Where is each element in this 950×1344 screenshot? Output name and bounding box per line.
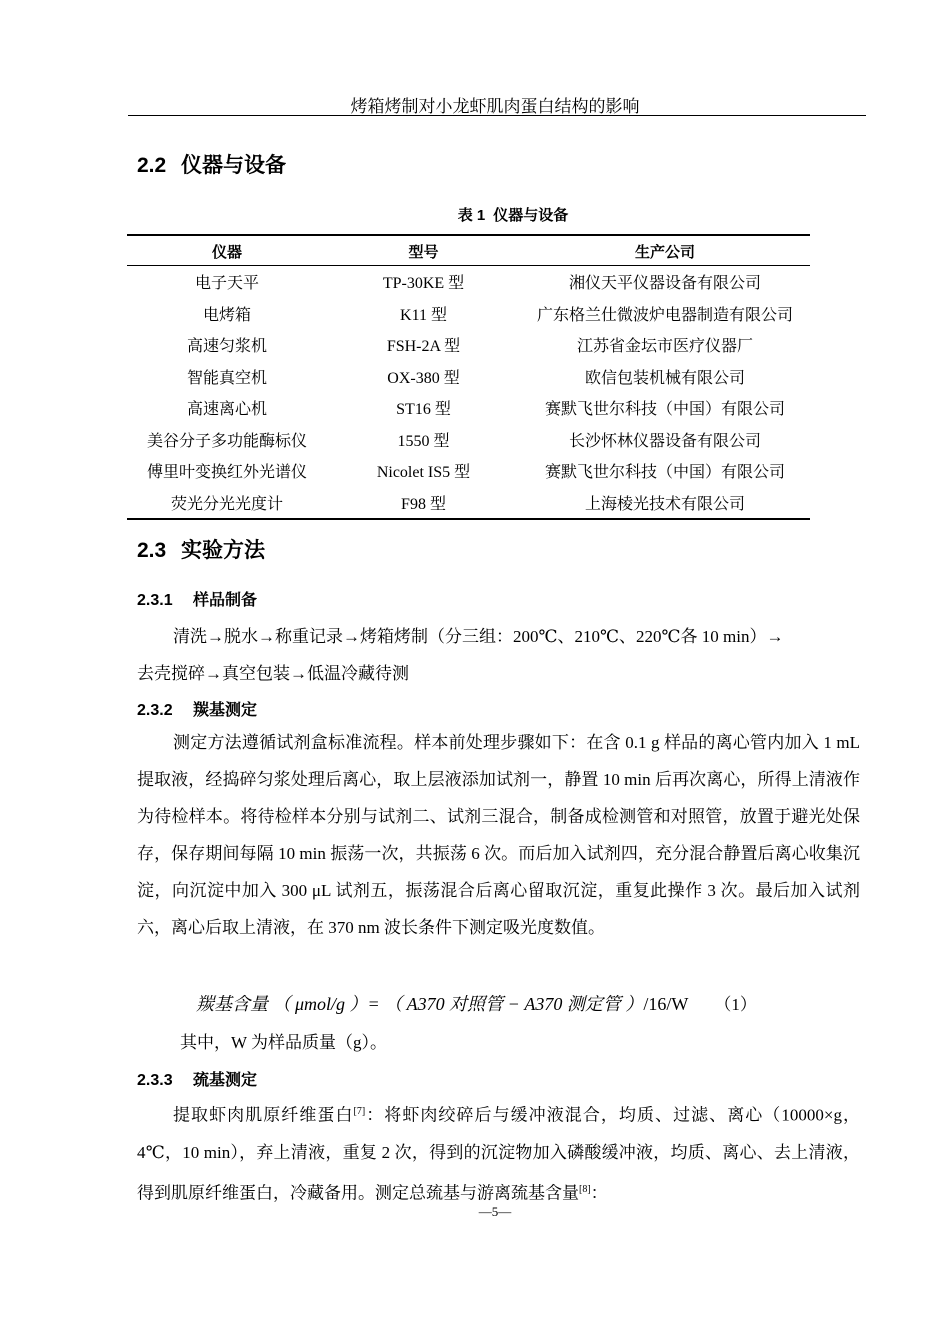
section-2-3-2-heading (137, 697, 257, 720)
section-2-2-heading (137, 149, 286, 179)
table-cell: 广东格兰仕微波炉电器制造有限公司 (536, 306, 793, 324)
citation: [7] (353, 1106, 366, 1117)
table-label: 表 1 (457, 207, 486, 224)
paragraph-text: ： (590, 1183, 608, 1203)
section-number: 2.3.1 (137, 592, 173, 609)
formula-number: （1） (714, 995, 757, 1014)
running-header: 烤箱烤制对小龙虾肌肉蛋白结构的影响 (350, 97, 640, 116)
table-row (127, 455, 810, 487)
procedure-line: 去壳搅碎→真空包装→低温冷藏待测 (137, 664, 409, 683)
column-header: 型号 (408, 243, 439, 261)
column-header: 仪器 (211, 243, 242, 261)
table-cell: TP-30KE 型 (382, 275, 465, 293)
table-cell: 赛默飞世尔科技（中国）有限公司 (544, 464, 785, 482)
column-header: 生产公司 (634, 243, 695, 261)
formula-note: 其中，W 为样品质量（g）。 (180, 1033, 387, 1052)
section-title: 实验方法 (181, 539, 265, 562)
table-cell: 江苏省金坛市医疗仪器厂 (576, 338, 753, 356)
table-cell: 高速离心机 (186, 401, 267, 419)
table-cell: 荧光分光光度计 (170, 495, 283, 513)
paragraph-text: 提取虾肉肌原纤维蛋白 (173, 1105, 354, 1125)
table-cell: 欧信包装机械有限公司 (584, 369, 745, 387)
table-cell: 傅里叶变换红外光谱仪 (146, 464, 307, 482)
section-title: 仪器与设备 (181, 154, 286, 177)
table-cell: 高速匀浆机 (186, 338, 267, 356)
table-cell: 电烤箱 (202, 306, 251, 324)
table-caption (128, 204, 898, 225)
table-row (127, 361, 810, 393)
formula-divisor: /16/W (643, 994, 689, 1014)
table-cell: 赛默飞世尔科技（中国）有限公司 (544, 401, 785, 419)
page-number: —5— (478, 1204, 512, 1219)
table-cell: 上海棱光技术有限公司 (584, 495, 745, 513)
table-cell: K11 型 (400, 306, 447, 324)
procedure-line: 清洗→脱水→称重记录→烤箱烤制（分三组：200℃、210℃、220℃各 10 min）→ (173, 627, 784, 646)
table-bottom-rule (127, 518, 810, 520)
equipment-table (127, 236, 810, 518)
carbonyl-method-paragraph: 测定方法遵循试剂盒标准流程。样本前处理步骤如下：在含 0.1 g 样品的离心管内加入 1 mL 提取液，经捣碎匀浆处理后离心，取上层液添加试剂一，静置 10 min 后再次离心，所得上清液作为待检样本。将待检样本分别与试剂二、试剂三混合，制备成检测管和对照管，放置于避光处保存，保存期间每隔 10 min 振荡一次，共振荡 6 次。而后加入试剂四，充分混合静置后离心收集沉淀，向沉淀中加入 300 μL 试剂五，振荡混合后离心留取沉淀，重复此操作 3 次。最后加入试剂六，离心后取上清液，在 370 nm 波长条件下测定吸光度数值。 (137, 733, 860, 937)
table-row (127, 487, 810, 519)
table-row (127, 298, 810, 330)
citation: [8] (579, 1183, 591, 1195)
table-row (127, 392, 810, 424)
table-cell: 湘仪天平仪器设备有限公司 (568, 275, 761, 293)
table-cell: Nicolet IS5 型 (376, 464, 471, 482)
sulfhydryl-method-paragraph (137, 1093, 860, 1211)
table-cell: ST16 型 (396, 401, 451, 419)
section-number: 2.2 (137, 154, 167, 177)
table-row (127, 424, 810, 456)
section-2-3-3-heading (137, 1067, 257, 1090)
table-row (127, 329, 810, 361)
table-cell: FSH-2A 型 (386, 338, 461, 356)
section-title: 巯基测定 (193, 1072, 258, 1089)
section-number: 2.3.2 (137, 702, 173, 719)
table-row (127, 266, 810, 298)
table-header-row (127, 236, 810, 266)
section-title: 羰基测定 (193, 702, 258, 719)
table-title: 仪器与设备 (493, 207, 569, 224)
table-cell: F98 型 (401, 495, 446, 513)
header-rule (128, 115, 866, 116)
section-2-3-heading (137, 534, 265, 564)
table-cell: OX-380 型 (387, 369, 460, 387)
table-cell: 电子天平 (194, 275, 259, 293)
paragraph-text: ：将虾肉绞碎后与缓冲液混合，均质、过滤、离心（10000×g，4℃，10 min），弃上清液，重复 2 次，得到的沉淀物加入磷酸缓冲液，均质、离心、去上清液，得到肌原纤维蛋白，冷藏备用。测定总巯基与游离巯基含量 (137, 1105, 860, 1203)
table-cell: 智能真空机 (186, 369, 267, 387)
carbonyl-formula (196, 990, 757, 1016)
formula-expression: 羰基含量 （ μmol/g ）= （ A370 对照管 − A370 测定管 ） (196, 994, 644, 1014)
table-cell: 1550 型 (397, 432, 450, 450)
section-number: 2.3.3 (137, 1072, 173, 1089)
section-number: 2.3 (137, 539, 167, 562)
section-title: 样品制备 (193, 592, 258, 609)
section-2-3-1-heading (137, 587, 257, 610)
table-cell: 长沙怀林仪器设备有限公司 (568, 432, 761, 450)
table-cell: 美谷分子多功能酶标仪 (146, 432, 307, 450)
